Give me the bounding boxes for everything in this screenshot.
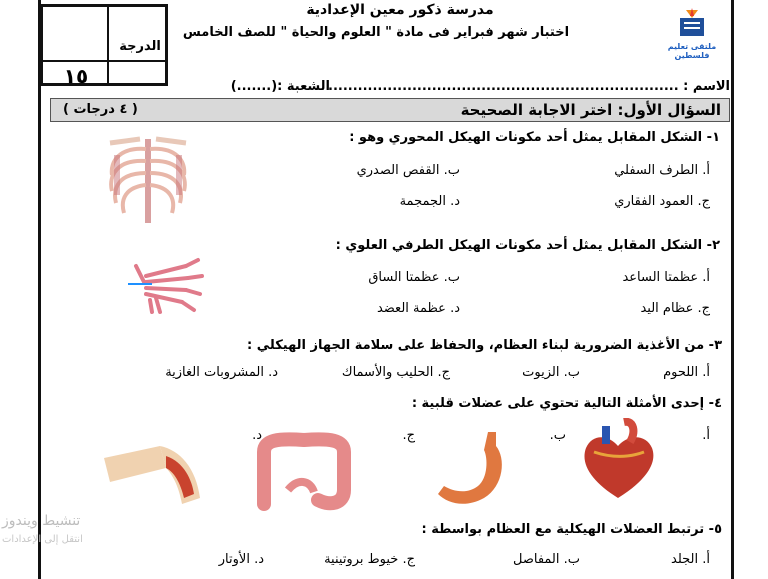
- school-name: مدرسة ذكور معين الإعدادية: [306, 2, 494, 18]
- exam-title: اختبار شهر فبراير فى مادة " العلوم والحياة " للصف الخامس: [182, 25, 570, 40]
- q3-option-d[interactable]: د. المشروبات الغازية: [165, 365, 278, 380]
- score-value: ١٥: [63, 64, 89, 88]
- q5-option-b[interactable]: ب. المفاصل: [512, 552, 580, 567]
- logo-text: ملتقى تعليم فلسطين: [667, 42, 717, 60]
- q4-option-a[interactable]: أ.: [702, 428, 710, 443]
- ribcage-illustration: [100, 135, 196, 227]
- question-2: ٢- الشكل المقابل يمثل أحد مكونات الهيكل الطرفي العلوي :: [335, 238, 720, 253]
- grade-label: الدرجة: [119, 39, 161, 54]
- question-3: ٣- من الأغذية الضرورية لبناء العظام، والحفاظ على سلامة الجهاز الهيكلي :: [247, 338, 722, 353]
- q2-option-d[interactable]: د. عظمة العضد: [376, 301, 460, 316]
- q1-option-b[interactable]: ب. القفص الصدري: [356, 163, 460, 178]
- section-title: السؤال الأول: اختر الاجابة الصحيحة: [460, 101, 721, 119]
- intestine-illustration: [248, 430, 360, 514]
- question-4: ٤- إحدى الأمثلة التالية تحتوي على عضلات قلبية :: [411, 396, 722, 411]
- section-marks: ( ٤ درجات ): [63, 102, 138, 117]
- grade-box: [40, 4, 168, 86]
- q4-option-c[interactable]: ج.: [402, 428, 415, 443]
- name-field: الاسم : .......................................................................: [328, 79, 730, 94]
- q1-option-a[interactable]: أ. الطرف السفلي: [614, 163, 710, 178]
- q4-option-b[interactable]: ب.: [549, 428, 566, 443]
- q3-option-b[interactable]: ب. الزيوت: [522, 365, 580, 380]
- activation-watermark: تنشيط ويندوز: [2, 513, 81, 529]
- q4-option-d[interactable]: د.: [252, 428, 262, 443]
- activation-watermark-sub: انتقل إلى الإعدادات: [2, 534, 83, 545]
- q3-option-c[interactable]: ج. الحليب والأسماك: [341, 365, 450, 380]
- q2-option-b[interactable]: ب. عظمتا الساق: [368, 270, 460, 285]
- q5-option-a[interactable]: أ. الجلد: [671, 552, 710, 567]
- pointer-line: [128, 283, 152, 285]
- q1-option-c[interactable]: ج. العمود الفقاري: [614, 194, 710, 209]
- class-section-field: الشعبة :(.......): [230, 79, 330, 94]
- hand-bones-illustration: [126, 236, 206, 316]
- q1-option-d[interactable]: د. الجمجمة: [399, 194, 460, 209]
- question-section-header: [50, 98, 730, 122]
- q5-option-c[interactable]: ج. خيوط بروتينية: [324, 552, 415, 567]
- question-5: ٥- ترتبط العضلات الهيكلية مع العظام بواسطة :: [421, 522, 722, 537]
- q5-option-d[interactable]: د. الأوتار: [218, 552, 264, 567]
- question-1: ١- الشكل المقابل يمثل أحد مكونات الهيكل المحوري وهو :: [349, 130, 720, 145]
- q3-option-a[interactable]: أ. اللحوم: [663, 365, 710, 380]
- q2-option-c[interactable]: ج. عظام اليد: [640, 301, 710, 316]
- stomach-illustration: [430, 428, 514, 514]
- q2-option-a[interactable]: أ. عظمتا الساعد: [622, 270, 710, 285]
- arm-muscle-illustration: [100, 428, 220, 510]
- heart-illustration: [572, 418, 664, 504]
